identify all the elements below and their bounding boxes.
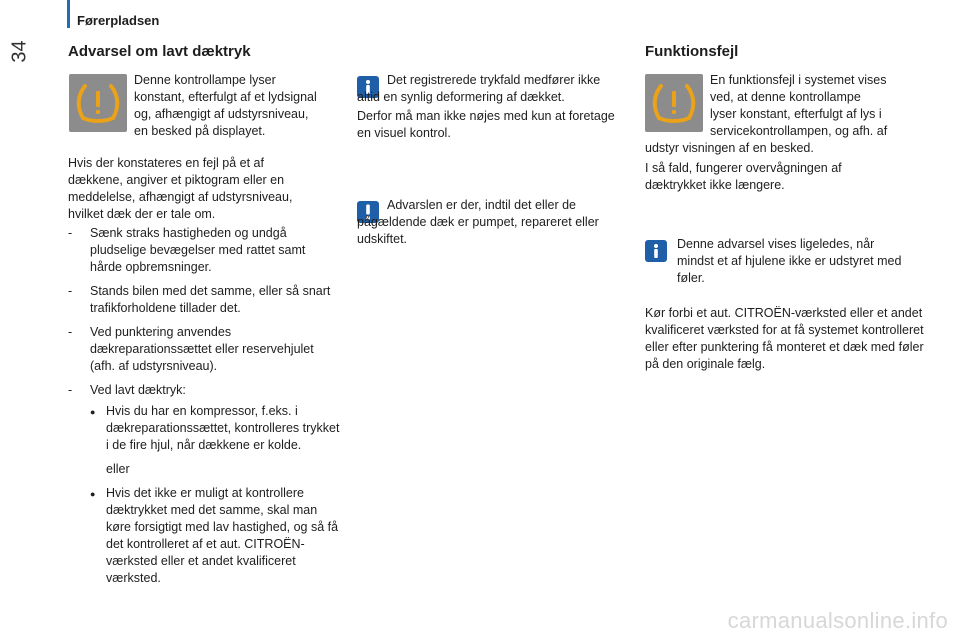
malfunction-description-line: En funktionsfejl i systemet vises: [710, 73, 887, 87]
lamp-description-line: og, afhængigt af udstyrsniveau,: [134, 107, 309, 121]
malfunction-description-line: lyser konstant, efterfulgt af lys i: [710, 107, 882, 121]
lamp-description-line: en besked på displayet.: [134, 124, 266, 138]
section-label: Førerpladsen: [77, 13, 160, 28]
sub-list-item: ● Hvis du har en kompressor, f.eks. i dækreparationssættet, kontrolleres trykket i de fire hjul, når dækkene er kolde.: [90, 403, 340, 454]
list-item: - Ved punktering anvendes dækreparationssættet eller reservehjulet (afh. af udstyrsniveau).: [68, 324, 340, 375]
page-number: 34: [8, 40, 31, 63]
sub-list-item: ● Hvis det ikke er muligt at kontrollere dæktrykket med det samme, skal man køre forsigtigt med lav hastighed, og så få det kontrolleret af et aut. CITROËN-værksted eller et andet kvalificeret værksted.: [90, 485, 340, 587]
list-item: - Sænk straks hastigheden og undgå pludselige bevægelser med rattet samt hårde opbremsninger.: [68, 225, 340, 276]
info-note-no-sensor: Denne advarsel vises ligeledes, når mindst et af hjulene ikke er udstyret med føler.: [677, 237, 902, 285]
malfunction-description-line: ved, at denne kontrollampe: [710, 90, 861, 104]
fault-detection-paragraph: Hvis der konstateres en fejl på et af dækkene, angiver et piktogram eller en meddelelse, afhængigt af udstyrsniveau, hvilket dæk der er tale om.: [68, 156, 293, 221]
instructions-list: [68, 225, 340, 587]
lamp-description-line: konstant, efterfulgt af et lydsignal: [134, 90, 317, 104]
monitoring-disabled-paragraph: I så fald, fungerer overvågningen af dæktrykket ikke længere.: [645, 161, 842, 192]
warning-note-repair: Advarslen er der, indtil det eller de pågældende dæk er pumpet, repareret eller udskiftet.: [357, 198, 599, 246]
tire-pressure-warning-lamp-icon: [69, 74, 127, 132]
low-tire-pressure-title: Advarsel om lavt dæktryk: [68, 43, 251, 60]
visual-check-paragraph: Derfor må man ikke nøjes med kun at foretage en visuel kontrol.: [357, 109, 615, 140]
low-pressure-sublist: [90, 485, 340, 587]
lamp-description-line: Denne kontrollampe lyser: [134, 73, 276, 87]
instructions-list-block: [68, 225, 340, 594]
malfunction-description-line: servicekontrollampen, og afh. af: [710, 124, 888, 138]
workshop-paragraph: Kør forbi et aut. CITROËN-værksted eller et andet kvalificeret værksted for at få systemet kontrolleret eller efter punktering få monteret et dæk med føler på den originale fælg.: [645, 306, 924, 371]
list-item: - Stands bilen med det samme, eller så snart trafikforholdene tillader det.: [68, 283, 340, 317]
info-icon: [645, 240, 667, 262]
or-text: eller: [106, 462, 130, 476]
low-pressure-sublist: [90, 403, 340, 454]
malfunction-title: Funktionsfejl: [645, 43, 739, 60]
section-accent-bar: [67, 0, 70, 28]
malfunction-description-line: udstyr visningen af en besked.: [645, 141, 814, 155]
list-item-label: Ved lavt dæktryk:: [90, 383, 186, 397]
list-item-low-pressure: [68, 382, 340, 587]
watermark: carmanualsonline.info: [727, 608, 948, 633]
tire-pressure-warning-lamp-icon: [645, 74, 703, 132]
info-note-deformation: Det registrerede trykfald medfører ikke altid en synlig deformering af dækket.: [357, 73, 601, 104]
